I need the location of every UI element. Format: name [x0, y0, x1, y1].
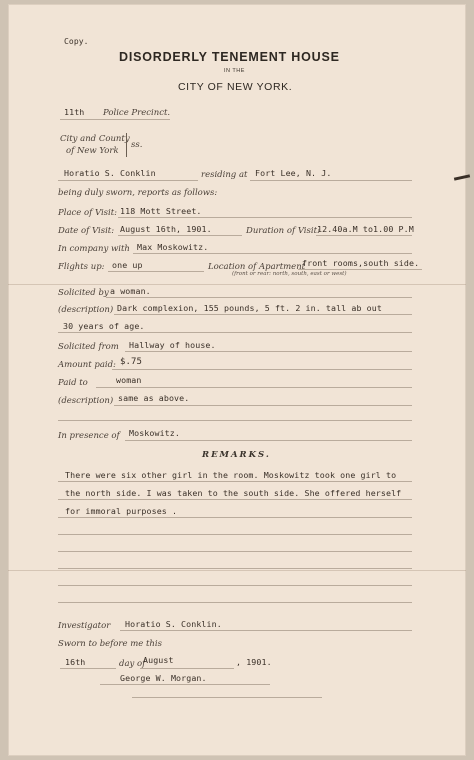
city-title: CITY OF NEW YORK.	[178, 81, 293, 93]
day-rule	[60, 668, 116, 669]
blank-rule	[58, 420, 412, 421]
place-rule	[118, 217, 412, 218]
precinct-rule	[60, 119, 170, 120]
name-rule	[58, 180, 198, 181]
year-value: , 1901.	[236, 657, 272, 667]
month-rule	[140, 668, 234, 669]
description2-rule	[114, 405, 412, 406]
paid-to-value: woman	[116, 375, 142, 385]
solicited-from-value: Hallway of house.	[129, 340, 216, 350]
in-the-label: IN THE	[224, 68, 245, 74]
form-title: DISORDERLY TENEMENT HOUSE	[119, 50, 340, 64]
duration-value: 12.40a.M to1.00 P.M	[317, 224, 414, 234]
amount-label: Amount paid:	[58, 360, 116, 370]
place-value: 118 Mott Street.	[120, 206, 202, 216]
amount-rule	[112, 369, 412, 370]
fold-line	[8, 570, 466, 571]
remarks-line: There were six other girl in the room. Moskowitz took one girl to	[65, 470, 397, 480]
residing-label: residing at	[201, 170, 248, 180]
remarks-rule	[58, 534, 412, 535]
precinct-label: Police Precinct.	[103, 108, 171, 118]
company-value: Max Moskowitz.	[137, 242, 209, 252]
place-label: Place of Visit:	[58, 208, 118, 218]
precinct-value: 11th	[64, 107, 85, 117]
description2-label: (description)	[58, 396, 114, 406]
presence-value: Moskowitz.	[129, 428, 180, 438]
county-label-2: of New York	[66, 146, 119, 156]
investigator-label: Investigator	[58, 621, 111, 631]
company-label: In company with	[58, 244, 130, 254]
paid-to-label: Paid to	[58, 378, 88, 388]
description2-value: same as above.	[118, 393, 190, 403]
notary-title-rule	[132, 697, 322, 698]
month-value: August	[143, 655, 174, 665]
presence-rule	[125, 440, 412, 441]
day-of-label: day of	[119, 659, 146, 669]
remarks-line: the north side. I was taken to the south side. She offered herself	[65, 488, 402, 498]
location-rule	[298, 269, 422, 270]
county-brace	[120, 133, 127, 157]
duration-label: Duration of Visit:	[246, 226, 320, 236]
flights-label: Flights up:	[58, 262, 105, 272]
notary-rule	[100, 684, 270, 685]
presence-label: In presence of	[58, 431, 120, 441]
sworn-before-label: Sworn to before me this	[58, 639, 162, 649]
remarks-rule	[58, 481, 412, 482]
ss-label: ss.	[131, 140, 143, 150]
sworn-label: being duly sworn, reports as follows:	[58, 188, 218, 198]
remarks-rule	[58, 499, 412, 500]
remarks-line: for immoral purposes .	[65, 506, 178, 516]
remarks-rule	[58, 585, 412, 586]
notary-signature: George W. Morgan.	[120, 673, 207, 683]
remarks-rule	[58, 551, 412, 552]
description-label: (description)	[58, 305, 114, 315]
description-line-1: Dark complexion, 155 pounds, 5 ft. 2 in. tall ab out	[117, 303, 382, 313]
residence-value: Fort Lee, N. J.	[255, 168, 332, 178]
residence-rule	[250, 180, 412, 181]
description-rule-2	[58, 332, 412, 333]
day-value: 16th	[65, 657, 86, 667]
description-line-2: 30 years of age.	[63, 321, 145, 331]
remarks-heading: REMARKS.	[202, 450, 271, 460]
remarks-rule	[58, 517, 412, 518]
remarks-rule	[58, 602, 412, 603]
solicited-by-rule	[106, 297, 412, 298]
solicited-from-rule	[125, 351, 412, 352]
paid-to-rule	[96, 387, 412, 388]
duration-rule	[316, 235, 412, 236]
investigator-name: Horatio S. Conklin	[64, 168, 156, 178]
location-value: front rooms,south side.	[302, 258, 420, 268]
date-rule	[118, 235, 242, 236]
description-rule-1	[114, 314, 412, 315]
investigator-rule	[120, 630, 412, 631]
solicited-from-label: Solicited from	[58, 342, 119, 352]
copy-label: Copy.	[64, 37, 89, 46]
flights-value: one up	[112, 260, 143, 270]
location-hint: (front or rear: north, south, east or west)	[232, 271, 347, 277]
amount-value: $.75	[120, 357, 143, 367]
company-rule	[133, 253, 412, 254]
solicited-by-label: Solicited by	[58, 288, 109, 298]
solicited-by-value: a woman.	[110, 286, 151, 296]
county-label-1: City and County	[60, 134, 130, 144]
date-value: August 16th, 1901.	[120, 224, 212, 234]
date-label: Date of Visit:	[58, 226, 115, 236]
location-label: Location of Apartment	[208, 262, 306, 272]
investigator-signature: Horatio S. Conklin.	[125, 619, 222, 629]
flights-rule	[108, 271, 204, 272]
fold-line	[8, 284, 466, 285]
remarks-rule	[58, 568, 412, 569]
